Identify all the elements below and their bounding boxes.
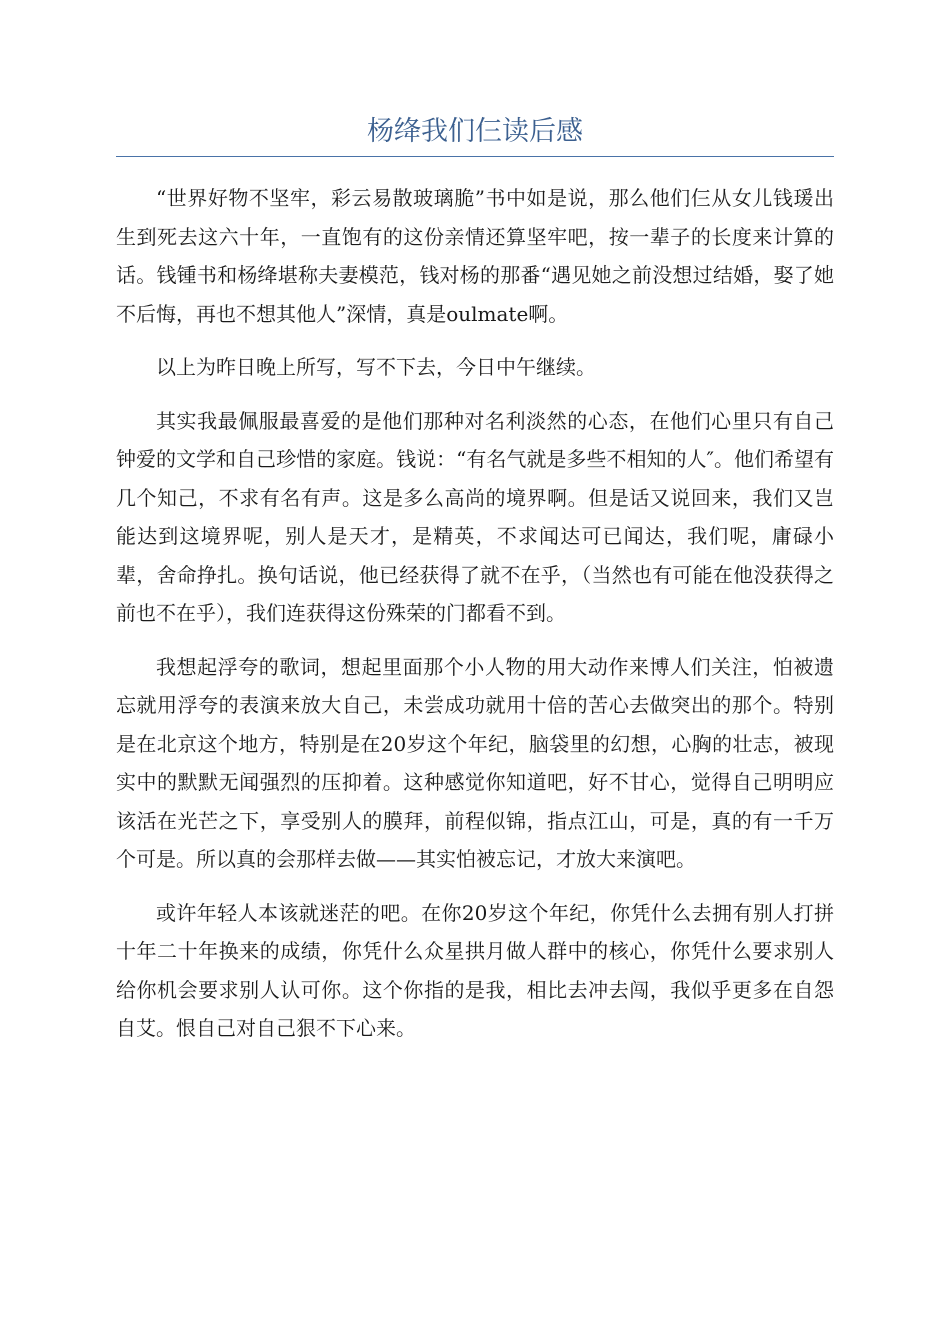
paragraph-3: 其实我最佩服最喜爱的是他们那种对名利淡然的心态，在他们心里只有自己钟爱的文学和自己珍惜的家庭。钱说：“有名气就是多些不相知的人″。他们希望有几个知己，不求有名有声。这是多么高尚的境界啊。但是话又说回来，我们又岂能达到这境界呢，别人是天才，是精英，不求闻达可已闻达，我们呢，庸碌小辈，舍命挣扎。换句话说，他已经获得了就不在乎，（当然也有可能在他没获得之前也不在乎），我们连获得这份殊荣的门都看不到。 — [116, 408, 834, 625]
paragraph-1: “世界好物不坚牢，彩云易散玻璃脆”书中如是说，那么他们仨从女儿钱瑗出生到死去这六十年，一直饱有的这份亲情还算坚牢吧，按一辈子的长度来计算的话。钱锺书和杨绛堪称夫妻模范，钱对杨的那番“遇见她之前没想过结婚，娶了她不后悔，再也不想其他人”深情，真是oulmate啊。 — [116, 186, 834, 326]
document-page — [116, 112, 834, 1063]
paragraph-2: 以上为昨日晚上所写，写不下去，今日中午继续。 — [156, 355, 596, 379]
paragraph-5: 或许年轻人本该就迷茫的吧。在你20岁这个年纪，你凭什么去拥有别人打拼十年二十年换来的成绩，你凭什么众星拱月做人群中的核心，你凭什么要求别人给你机会要求别人认可你。这个你指的是我，相比去冲去闯，我似乎更多在自怨自艾。恨自己对自己狠不下心来。 — [116, 900, 834, 1040]
paragraph-4: 我想起浮夸的歌词，想起里面那个小人物的用大动作来博人们关注，怕被遗忘就用浮夸的表演来放大自己，未尝成功就用十倍的苦心去做突出的那个。特别是在北京这个地方，特别是在20岁这个年纪，脑袋里的幻想，心胸的壮志，被现实中的默默无闻强烈的压抑着。这种感觉你知道吧，好不甘心，觉得自己明明应该活在光芒之下，享受别人的膜拜，前程似锦，指点江山，可是，真的有一千万个可是。所以真的会那样去做——其实怕被忘记，才放大来演吧。 — [116, 654, 834, 871]
document-title: 杨绛我们仨读后感 — [116, 112, 834, 157]
document-body — [116, 179, 834, 1048]
